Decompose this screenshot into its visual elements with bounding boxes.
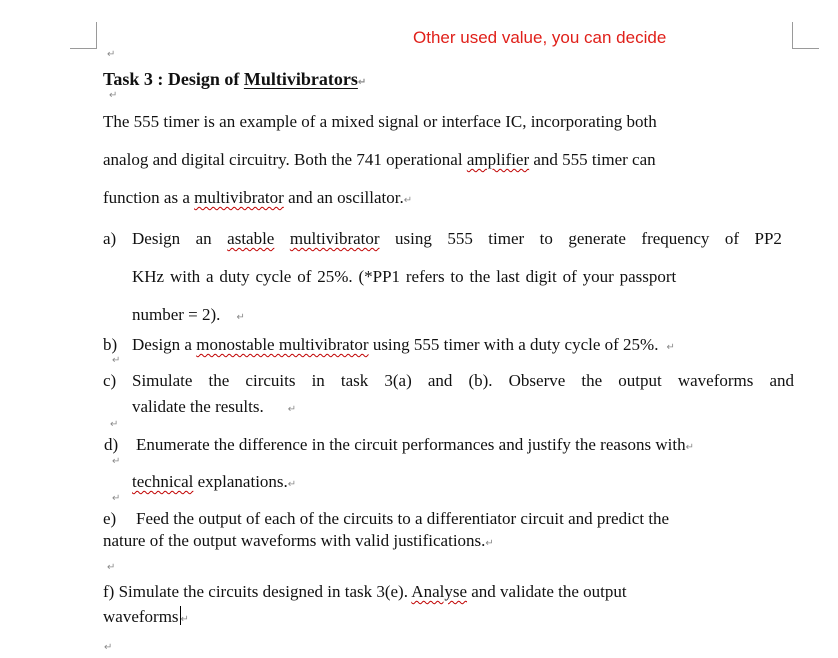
item-a-line-3: number = 2). ↵ xyxy=(132,305,245,324)
intro-line-1: The 555 timer is an example of a mixed signal or interface IC, incorporating both xyxy=(103,112,657,131)
item-b-label: b) xyxy=(103,335,118,354)
intro-line-3: function as a multivibrator and an oscillator.↵ xyxy=(103,188,413,207)
paragraph-mark: ↵ xyxy=(287,479,297,490)
item-c-label: c) xyxy=(103,371,117,390)
spell-flag: multivibrator xyxy=(289,229,380,248)
item-e-label: e) xyxy=(103,509,117,528)
paragraph-mark: ↵ xyxy=(104,642,113,653)
paragraph-mark: ↵ xyxy=(180,614,189,625)
item-b-line-1: Design a monostable multivibrator using 555 timer with a duty cycle of 25%. ↵ xyxy=(132,335,675,354)
spell-flag: monostable multivibrator xyxy=(196,335,369,354)
right-margin-corner-mark xyxy=(792,22,819,49)
paragraph-mark: ↵ xyxy=(236,312,245,323)
task-title-main: Multivibrators xyxy=(243,69,358,89)
item-a-label: a) xyxy=(103,229,117,248)
paragraph-mark: ↵ xyxy=(287,404,297,415)
paragraph-mark: ↵ xyxy=(666,342,675,353)
paragraph-mark: ↵ xyxy=(485,538,494,549)
task-title-prefix: Task 3 : Design of xyxy=(103,69,244,89)
item-e-line-2: nature of the output waveforms with valid justifications.↵ xyxy=(103,531,494,550)
paragraph-mark: ↵ xyxy=(107,49,116,60)
task-title xyxy=(103,69,366,93)
spell-flag: Analyse xyxy=(411,582,468,601)
red-annotation-text: Other used value, you can decide xyxy=(413,28,667,47)
item-f-line-2: waveforms ↵ xyxy=(103,607,189,626)
spell-flag: amplifier xyxy=(466,150,530,169)
item-d-label: d) xyxy=(104,435,119,454)
item-d-line-1: Enumerate the difference in the circuit performances and justify the reasons with↵ xyxy=(136,435,695,454)
intro-line-2: analog and digital circuitry. Both the 741 operational amplifier and 555 timer can xyxy=(103,150,656,169)
item-c-line-1: Simulate the circuits in task 3(a) and (b). Observe the output waveforms and xyxy=(132,371,794,390)
item-c-line-2: validate the results. ↵ xyxy=(132,397,297,416)
spell-flag: astable xyxy=(227,229,275,248)
item-a-line-1: Design an astable multivibrator using 555 timer to generate frequency of PP2 xyxy=(132,229,782,248)
paragraph-mark: ↵ xyxy=(357,77,367,88)
paragraph-mark: ↵ xyxy=(112,456,121,467)
paragraph-mark: ↵ xyxy=(403,195,413,206)
item-f-line-1: f) Simulate the circuits designed in task 3(e). Analyse and validate the output xyxy=(103,582,627,601)
item-a-line-2: KHz with a duty cycle of 25%. (*PP1 refers to the last digit of your passport xyxy=(132,267,677,286)
spell-flag: technical xyxy=(132,472,194,491)
left-margin-corner-mark xyxy=(70,22,97,49)
paragraph-mark: ↵ xyxy=(685,442,695,453)
paragraph-mark: ↵ xyxy=(112,493,121,504)
paragraph-mark: ↵ xyxy=(107,562,116,573)
paragraph-mark: ↵ xyxy=(109,90,118,101)
spell-flag: multivibrator xyxy=(194,188,284,207)
item-d-line-2: technical explanations.↵ xyxy=(132,472,297,491)
paragraph-mark: ↵ xyxy=(110,419,119,430)
item-e-line-1: Feed the output of each of the circuits to a differentiator circuit and predict the xyxy=(136,509,670,528)
paragraph-mark: ↵ xyxy=(112,355,121,366)
